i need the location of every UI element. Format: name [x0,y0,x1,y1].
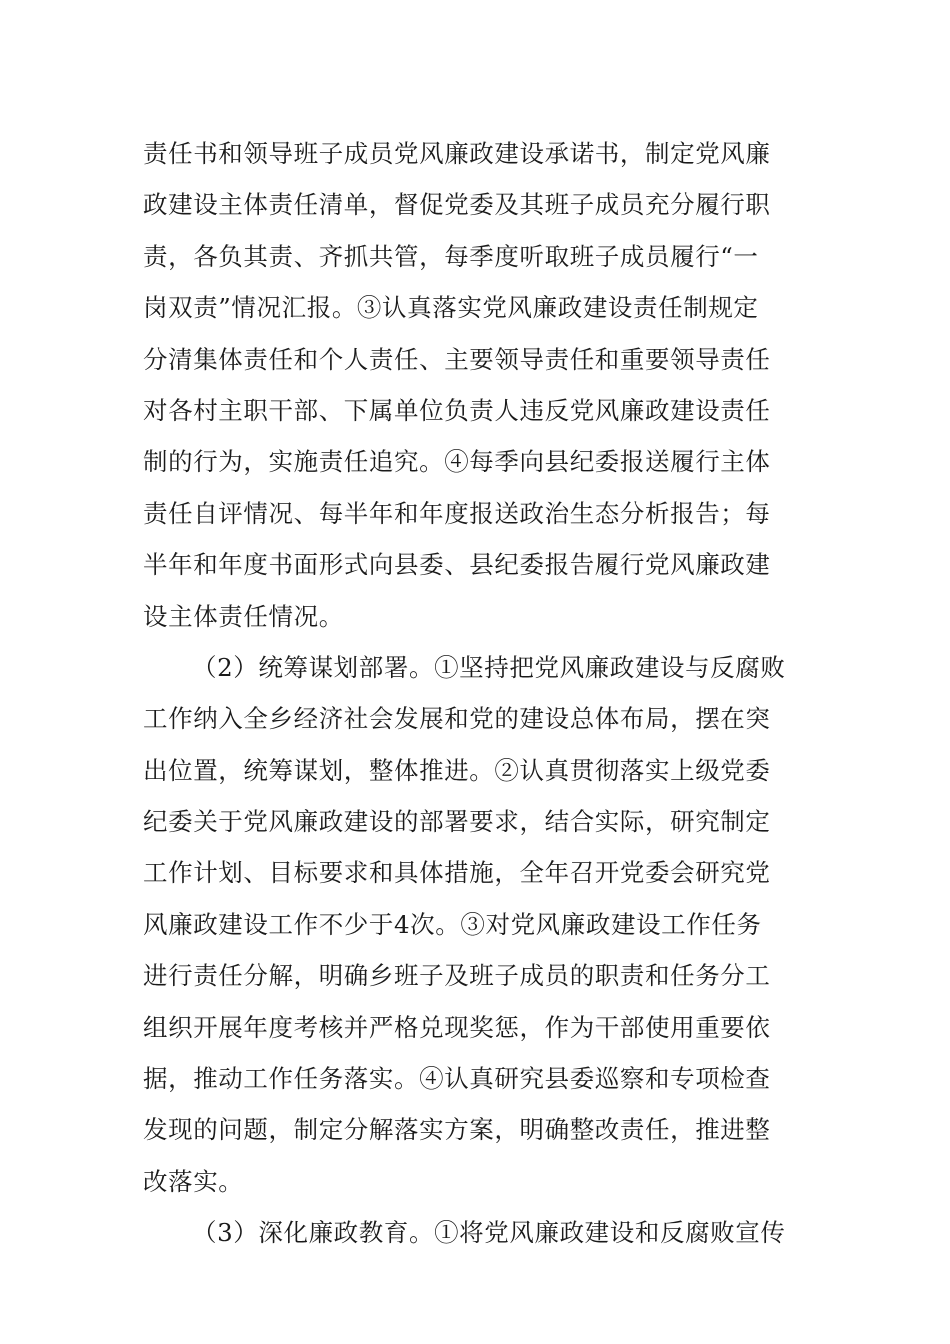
document-body [143,128,808,1259]
text-line: 工作纳入全乡经济社会发展和党的建设总体布局，摆在突 [143,704,771,734]
paragraph-heading-line: （2）统筹谋划部署。①坚持把党风廉政建设与反腐败 [192,652,786,682]
text-line: 工作计划、目标要求和具体措施，全年召开党委会研究党 [143,858,771,888]
text-line: 政建设主体责任清单，督促党委及其班子成员充分履行职 [143,190,771,220]
text-line: 纪委关于党风廉政建设的部署要求，结合实际，研究制定 [143,807,771,837]
text-line: 据，推动工作任务落实。④认真研究县委巡察和专项检查 [143,1064,771,1094]
text-line: 分清集体责任和个人责任、主要领导责任和重要领导责任 [143,344,771,374]
text-line: 改落实。 [143,1166,244,1196]
text-line: 进行责任分解，明确乡班子及班子成员的职责和任务分工 [143,961,771,991]
paragraph-heading-line: （3）深化廉政教育。①将党风廉政建设和反腐败宣传 [192,1218,786,1248]
text-line: 责任自评情况、每半年和年度报送政治生态分析报告；每 [143,498,771,528]
text-line: 制的行为，实施责任追究。④每季向县纪委报送履行主体 [143,447,771,477]
text-line: 发现的问题，制定分解落实方案，明确整改责任，推进整 [143,1115,771,1145]
text-line: 责，各负其责、齐抓共管，每季度听取班子成员履行“一 [143,241,759,271]
text-line: 出位置，统筹谋划，整体推进。②认真贯彻落实上级党委 [143,755,771,785]
text-line: 组织开展年度考核并严格兑现奖惩，作为干部使用重要依 [143,1012,771,1042]
text-line: 半年和年度书面形式向县委、县纪委报告履行党风廉政建 [143,550,771,580]
text-line: 对各村主职干部、下属单位负责人违反党风廉政建设责任 [143,395,771,425]
text-line: 风廉政建设工作不少于4次。③对党风廉政建设工作任务 [143,909,762,939]
text-line: 设主体责任情况。 [143,601,344,631]
text-line: 岗双责”情况汇报。③认真落实党风廉政建设责任制规定 [143,293,759,323]
text-line: 责任书和领导班子成员党风廉政建设承诺书，制定党风廉 [143,139,771,168]
